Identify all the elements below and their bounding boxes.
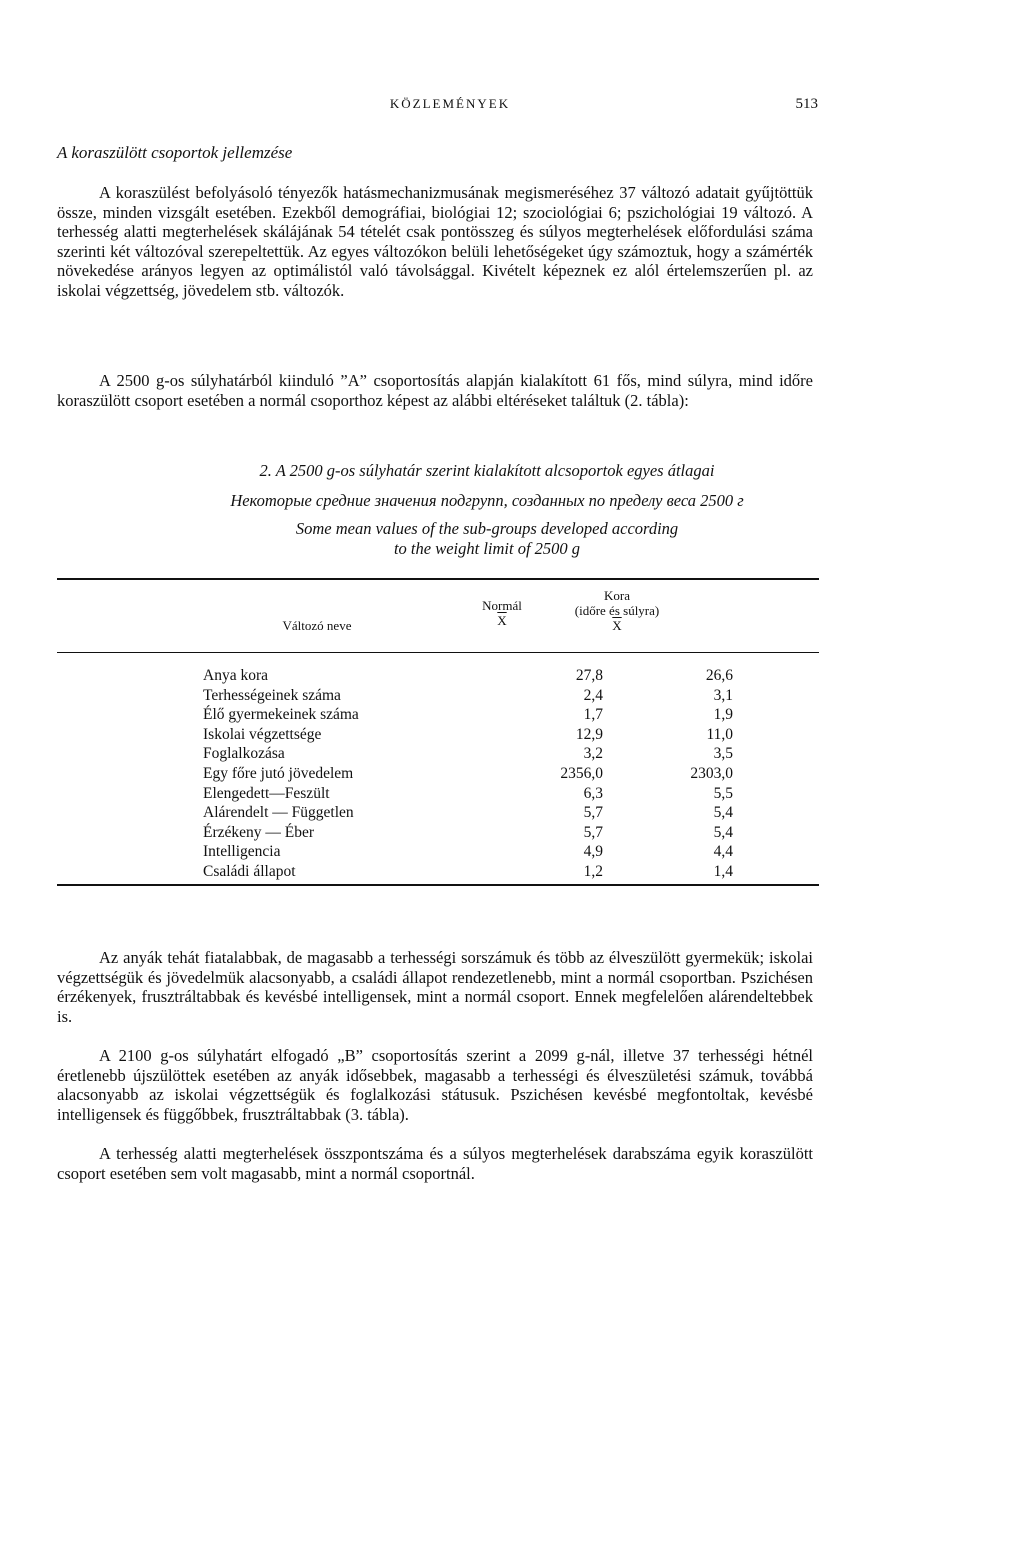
paragraph-intro: A koraszülést befolyásoló tényezők hatásmechanizmusának megismeréséhez 37 változó adatait gyűjtöttük össze, minden vizsgált esetében. Ezekből demográfiai, biológiai 12; szociológiai 6; pszichológiai 19 változó. A terhesség alatti megterhelések skálájának 54 tételét csak pontösszeg és súlyos megterhelések előfordulási száma szerinti két változóval szerepeltettük. Az egyes változókon belüli lehetőségeket úgy számoztuk, hogy a számérték növekedése arányos legyen az optimálistól való távolsággal. Kivételt képeznek ez alól értelemszerűen pl. az iskolai végzettség, jövedelem stb. változók. <box>57 183 813 300</box>
running-title: KÖZLEMÉNYEK <box>389 96 511 111</box>
table-row <box>203 705 803 725</box>
table-cell-kora: 4,4 <box>713 843 733 861</box>
table-bottom-rule <box>57 884 819 886</box>
column-header-variable: Változó neve <box>282 618 352 633</box>
table-cell-kora: 1,4 <box>713 862 733 880</box>
mean-symbol-normal: $\overline{X}$ <box>497 613 507 628</box>
table-cell-variable: Terhességeinek száma <box>203 686 341 704</box>
table-cell-normal: 1,2 <box>583 862 603 880</box>
table-cell-variable: Alárendelt — Független <box>203 804 354 822</box>
paragraph-summary: Az anyák tehát fiatalabbak, de magasabb a terhességi sorszámuk és több az élveszülött gyermekük; iskolai végzettségük és jövedelmük alacsonyabb, a családi állapot rendezetlenebb, mint a normál csoportban. Pszichésen érzékenyek, frusztráltabbak és kevésbé intelligensek, mint a normál csoport. Ennek megfelelően alárendeltebbek is. <box>57 948 813 1026</box>
paragraph-stress: A terhesség alatti megterhelések összpontszáma és a súlyos megterhelések darabszáma egyik koraszülött csoport esetében sem volt magasabb, mint a normál csoportnál. <box>57 1144 813 1183</box>
column-header-kora-sub: (időre és súlyra) <box>574 603 660 618</box>
table-cell-kora: 3,1 <box>713 686 733 704</box>
table-cell-kora: 26,6 <box>705 667 733 684</box>
table-cell-normal: 4,9 <box>583 843 603 861</box>
column-header-kora <box>547 588 687 633</box>
table-cell-variable: Elengedett—Feszült <box>203 784 330 802</box>
table-row <box>203 666 803 686</box>
table-cell-kora: 3,5 <box>713 745 733 763</box>
table-cell-normal: 5,7 <box>583 823 603 841</box>
table-header-rule <box>57 652 819 653</box>
table-cell-normal: 27,8 <box>575 667 603 684</box>
table-row <box>203 744 803 764</box>
table-cell-normal: 12,9 <box>575 725 603 743</box>
table-row <box>203 842 803 862</box>
table-cell-variable: Intelligencia <box>203 843 281 861</box>
table-row <box>203 764 803 784</box>
table-cell-normal: 2,4 <box>583 686 603 704</box>
table-caption-en-2: to the weight limit of 2500 g <box>393 539 581 558</box>
table-cell-variable: Egy főre jutó jövedelem <box>203 764 354 782</box>
table-row <box>203 823 803 843</box>
table-body <box>203 666 803 882</box>
table-cell-variable: Élő gyermekeinek száma <box>203 706 359 724</box>
table-cell-kora: 2303,0 <box>690 764 733 782</box>
table-caption-ru: Некоторые средние значения подгрупп, созданных по пределу веса 2500 г <box>230 491 744 510</box>
table-cell-kora: 5,4 <box>713 823 733 841</box>
table-cell-variable: Családi állapot <box>203 862 296 880</box>
table-cell-normal: 3,2 <box>583 745 603 763</box>
table-cell-normal: 1,7 <box>583 706 603 724</box>
table-cell-variable: Érzékeny — Éber <box>203 823 315 841</box>
paragraph-group-a: A 2500 g-os súlyhatárból kiinduló ”A” csoportosítás alapján kialakított 61 fős, mind súlyra, mind időre koraszülött csoport esetében a normál csoporthoz képest az alábbi eltéréseket találtuk (2. tábla): <box>57 371 813 410</box>
table-cell-kora: 1,9 <box>713 706 733 724</box>
table-cell-variable: Anya kora <box>203 667 268 684</box>
table-cell-normal: 2356,0 <box>560 764 603 782</box>
table-row <box>203 686 803 706</box>
column-header-kora-label: Kora <box>604 588 630 603</box>
paragraph-group-b: A 2100 g-os súlyhatárt elfogadó „B” csoportosítás szerint a 2099 g-nál, illetve 37 terhességi hétnél éretlenebb újszülöttek esetében az anyák idősebbek, magasabb a terhességi és élveszületési számuk, továbbá alacsonyabb az iskolai végzettségük és foglalkozási státusuk. Pszichésen kevésbé megfontoltak, kevésbé intelligensek és függőbbek, frusztráltabbak (3. tábla). <box>57 1046 813 1124</box>
table-cell-variable: Iskolai végzettsége <box>203 725 322 743</box>
table-row <box>203 725 803 745</box>
table-row <box>203 784 803 804</box>
table-cell-kora: 5,5 <box>713 784 733 802</box>
table-cell-kora: 5,4 <box>713 804 733 822</box>
table-cell-normal: 6,3 <box>583 784 603 802</box>
column-header-normal-label: Normál <box>482 598 522 613</box>
table-top-rule <box>57 578 819 580</box>
table-caption-en-1: Some mean values of the sub-groups developed according <box>295 519 679 538</box>
table-cell-normal: 5,7 <box>583 804 603 822</box>
table-row <box>203 862 803 882</box>
table-row <box>203 803 803 823</box>
table-caption-hu: 2. A 2500 g-os súlyhatár szerint kialakított alcsoportok egyes átlagai <box>259 461 715 480</box>
section-heading: A koraszülött csoportok jellemzése <box>57 143 293 162</box>
table-cell-variable: Foglalkozása <box>203 745 285 763</box>
page-number: 513 <box>795 96 818 112</box>
column-header-normal <box>457 598 547 628</box>
mean-symbol-kora: $\overline{X}$ <box>612 618 622 633</box>
table-cell-kora: 11,0 <box>706 725 733 743</box>
running-header <box>0 96 1024 120</box>
